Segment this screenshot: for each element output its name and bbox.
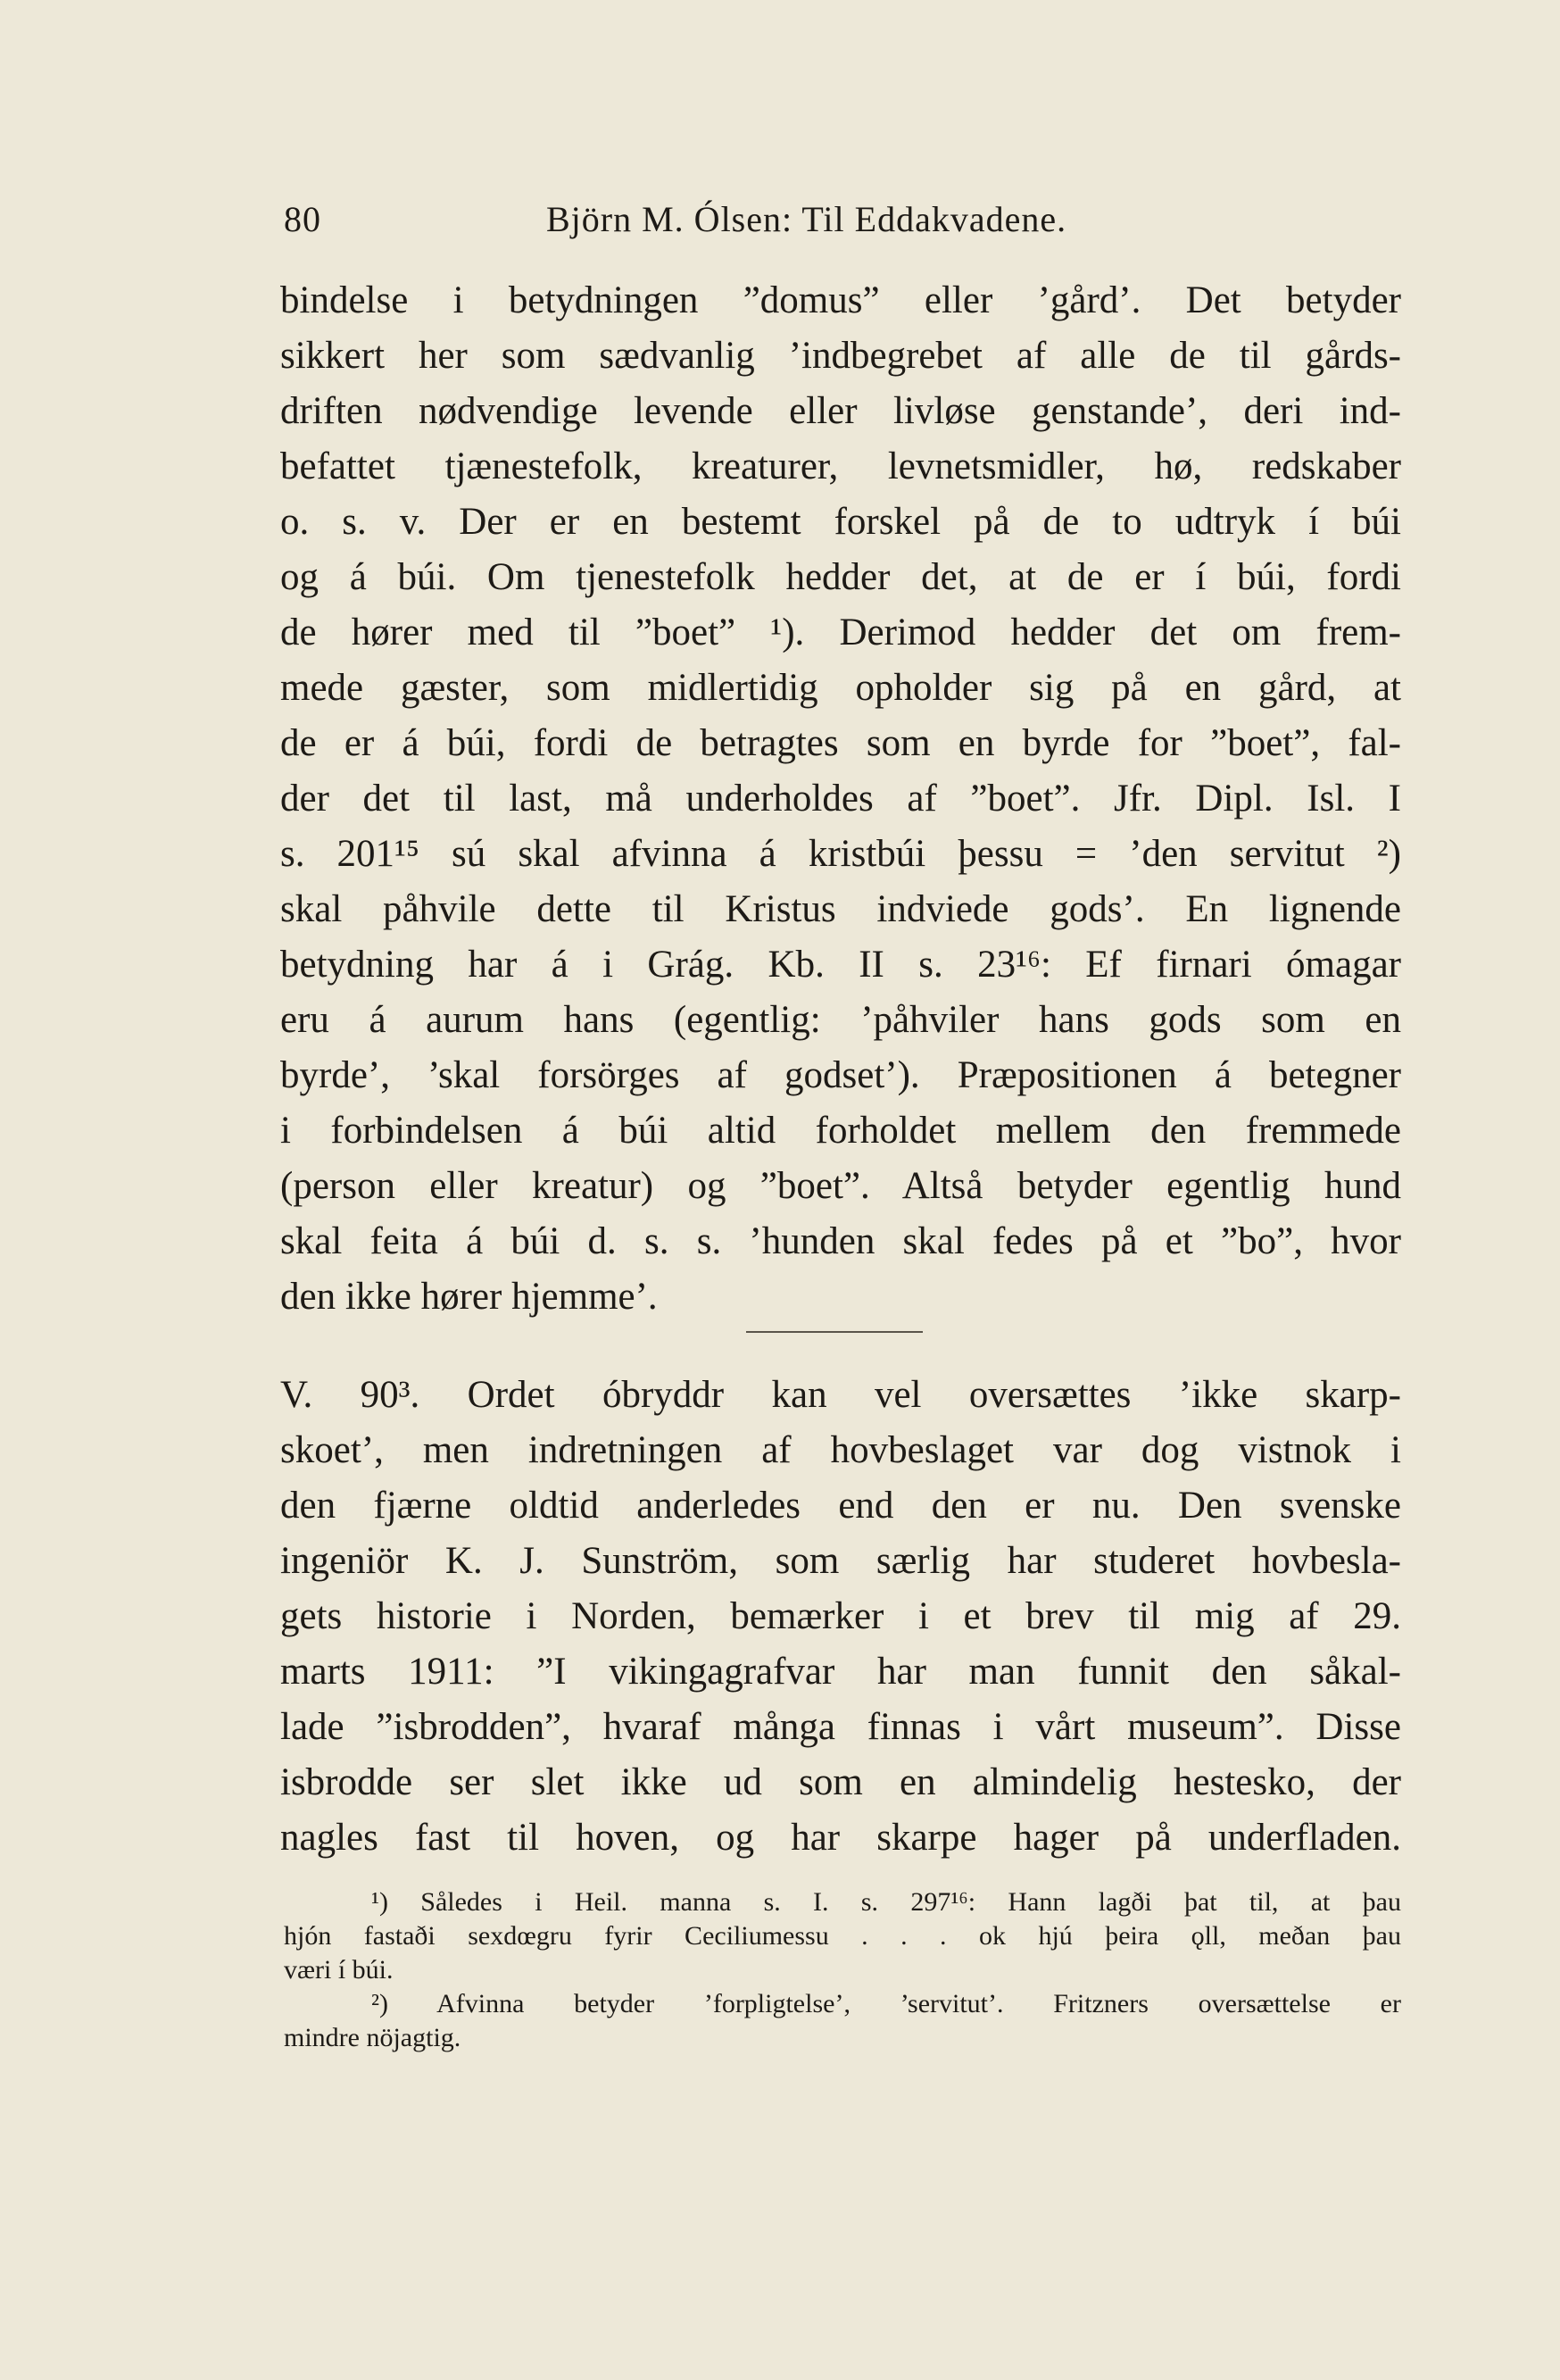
text-line: (person eller kreatur) og ”boet”. Altså betyder egentlig hund [280,1165,1401,1207]
text-line: bindelse i betydningen ”domus” eller ’gård’. Det betyder [280,279,1401,321]
footnote-line: ¹) Således i Heil. manna s. I. s. 297¹⁶: Hann lagði þat til, at þau [371,1887,1401,1917]
text-line: skal påhvile dette til Kristus indviede gods’. En lignende [280,888,1401,930]
text-line: o. s. v. Der er en bestemt forskel på de to udtryk í búi [280,501,1401,543]
running-header [284,198,1399,252]
paragraph-2 [280,1368,1401,1866]
text-line: V. 90³. Ordet óbryddr kan vel oversættes ’ikke skarp- [280,1374,1401,1416]
footnote-line: hjón fastaði sexdœgru fyrir Ceciliumessu . . . ok hjú þeira ǫll, meðan þau [284,1921,1401,1951]
text-line: marts 1911: ”I vikingagrafvar har man funnit den såkal- [280,1651,1401,1693]
text-line: betydning har á i Grág. Kb. II s. 23¹⁶: Ef firnari ómagar [280,944,1401,986]
footnote-line: ²) Afvinna betyder ’forpligtelse’, ’servitut’. Fritzners oversættelse er [371,1989,1401,2018]
text-line: og á búi. Om tjenestefolk hedder det, at de er í búi, fordi [280,556,1401,598]
text-line: i forbindelsen á búi altid forholdet mellem den fremmede [280,1110,1401,1152]
paragraph-1 [280,273,1401,1325]
text-line: driften nødvendige levende eller livløse genstande’, deri ind- [280,390,1401,432]
text-line: den ikke hører hjemme’. [280,1276,658,1318]
section-separator [746,1331,923,1333]
text-line: nagles fast til hoven, og har skarpe hager på underfladen. [280,1817,1401,1859]
text-line: skal feita á búi d. s. s. ’hunden skal fedes på et ”bo”, hvor [280,1220,1401,1262]
text-line: lade ”isbrodden”, hvaraf många finnas i vårt museum”. Disse [280,1706,1401,1748]
text-line: isbrodde ser slet ikke ud som en almindelig hestesko, der [280,1761,1401,1803]
running-title: Björn M. Ólsen: Til Eddakvadene. [546,199,1067,239]
footnote-line: mindre nöjagtig. [284,2023,461,2052]
text-line: mede gæster, som midlertidig opholder sig på en gård, at [280,667,1401,709]
text-line: eru á aurum hans (egentlig: ’påhviler hans gods som en [280,999,1401,1041]
text-line: skoet’, men indretningen af hovbeslaget var dog vistnok i [280,1429,1401,1471]
text-line: de er á búi, fordi de betragtes som en byrde for ”boet”, fal- [280,722,1401,764]
text-line: der det til last, må underholdes af ”boet”. Jfr. Dipl. Isl. I [280,778,1401,820]
text-line: den fjærne oldtid anderledes end den er nu. Den svenske [280,1485,1401,1527]
footnotes [284,1885,1401,2055]
page-number: 80 [284,199,321,239]
text-line: s. 201¹⁵ sú skal afvinna á kristbúi þessu = ’den servitut ²) [280,833,1401,875]
text-line: byrde’, ’skal forsörges af godset’). Præpositionen á betegner [280,1054,1401,1096]
text-line: gets historie i Norden, bemærker i et brev til mig af 29. [280,1595,1401,1637]
text-line: de hører med til ”boet” ¹). Derimod hedder det om frem- [280,612,1401,653]
text-line: ingeniör K. J. Sunström, som særlig har studeret hovbesla- [280,1540,1401,1582]
text-line: befattet tjænestefolk, kreaturer, levnetsmidler, hø, redskaber [280,445,1401,487]
footnote-line: væri í búi. [284,1955,394,1985]
text-line: sikkert her som sædvanlig ’indbegrebet af alle de til gårds- [280,335,1401,377]
